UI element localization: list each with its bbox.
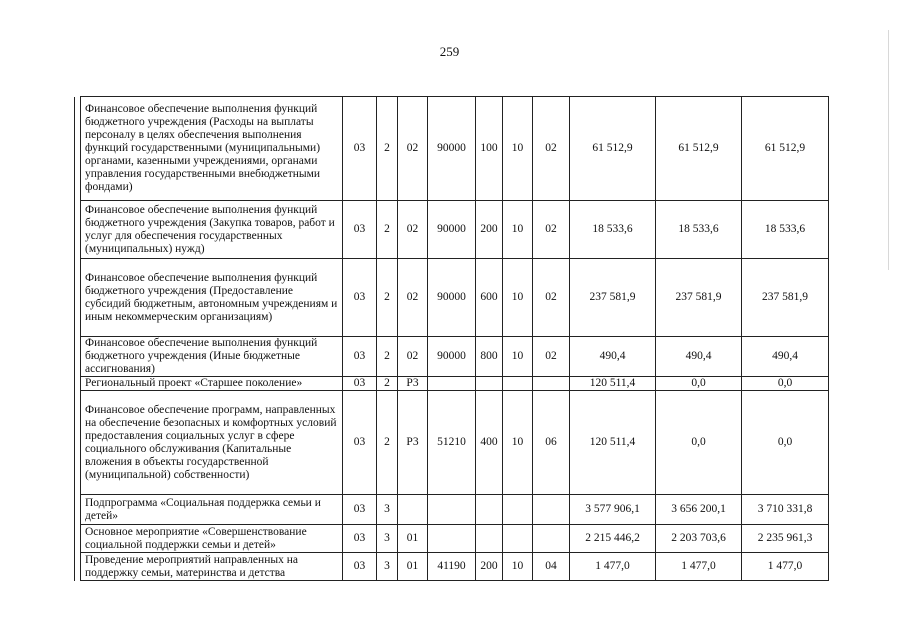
code-subsection: 02 xyxy=(533,259,570,337)
code-expense-type: 400 xyxy=(476,391,503,495)
amount-year-1: 2 215 446,2 xyxy=(570,525,656,553)
code-event: 01 xyxy=(398,553,428,581)
code-program: 03 xyxy=(343,391,377,495)
row-name: Подпрограмма «Социальная поддержка семьи и детей» xyxy=(81,495,343,525)
code-subprogram: 2 xyxy=(377,377,398,391)
code-program: 03 xyxy=(343,525,377,553)
scan-edge-line xyxy=(888,30,889,270)
row-name: Финансовое обеспечение выполнения функций бюджетного учреждения (Предоставление субсидий бюджетным, автономным учреждениям и иным некоммерческим организациям) xyxy=(81,259,343,337)
amount-year-3: 61 512,9 xyxy=(742,97,829,201)
amount-year-3: 0,0 xyxy=(742,391,829,495)
row-name: Финансовое обеспечение выполнения функций бюджетного учреждения (Иные бюджетные ассигнования) xyxy=(81,337,343,377)
amount-year-1: 3 577 906,1 xyxy=(570,495,656,525)
code-expense-type xyxy=(476,495,503,525)
amount-year-2: 0,0 xyxy=(656,377,742,391)
code-program: 03 xyxy=(343,553,377,581)
row-name: Финансовое обеспечение программ, направленных на обеспечение безопасных и комфортных условий предоставления социальных услуг в сфере социального обслуживания (Капитальные вложения в объекты государственной (муниципальной) собственности) xyxy=(81,391,343,495)
amount-year-1: 1 477,0 xyxy=(570,553,656,581)
code-direction xyxy=(428,525,476,553)
page-number: 259 xyxy=(439,44,460,59)
code-program: 03 xyxy=(343,495,377,525)
code-direction xyxy=(428,495,476,525)
code-direction: 90000 xyxy=(428,259,476,337)
code-subsection: 04 xyxy=(533,553,570,581)
code-subsection: 02 xyxy=(533,97,570,201)
code-section: 10 xyxy=(503,97,533,201)
code-expense-type: 800 xyxy=(476,337,503,377)
amount-year-2: 1 477,0 xyxy=(656,553,742,581)
code-event xyxy=(398,495,428,525)
amount-year-1: 490,4 xyxy=(570,337,656,377)
code-subprogram: 3 xyxy=(377,495,398,525)
code-expense-type: 200 xyxy=(476,553,503,581)
row-name: Основное мероприятие «Совершенствование социальной поддержки семьи и детей» xyxy=(81,525,343,553)
code-event: 02 xyxy=(398,97,428,201)
code-direction: 51210 xyxy=(428,391,476,495)
code-expense-type xyxy=(476,377,503,391)
code-subprogram: 2 xyxy=(377,259,398,337)
amount-year-3: 0,0 xyxy=(742,377,829,391)
amount-year-2: 2 203 703,6 xyxy=(656,525,742,553)
code-event: 02 xyxy=(398,201,428,259)
table-row xyxy=(75,553,829,581)
code-section xyxy=(503,525,533,553)
amount-year-1: 237 581,9 xyxy=(570,259,656,337)
table-row xyxy=(75,495,829,525)
code-program: 03 xyxy=(343,201,377,259)
amount-year-1: 61 512,9 xyxy=(570,97,656,201)
code-expense-type: 600 xyxy=(476,259,503,337)
table-row xyxy=(75,391,829,495)
code-section xyxy=(503,495,533,525)
row-name: Финансовое обеспечение выполнения функций бюджетного учреждения (Расходы на выплаты персоналу в целях обеспечения выполнения функций государственными (муниципальными) органами, казенными учреждениями, органами управления государственными внебюджетными фондами) xyxy=(81,97,343,201)
row-name: Финансовое обеспечение выполнения функций бюджетного учреждения (Закупка товаров, работ и услуг для обеспечения государственных (муниципальных) нужд) xyxy=(81,201,343,259)
code-direction: 90000 xyxy=(428,201,476,259)
code-subprogram: 2 xyxy=(377,97,398,201)
amount-year-1: 120 511,4 xyxy=(570,391,656,495)
code-subsection: 02 xyxy=(533,201,570,259)
amount-year-2: 18 533,6 xyxy=(656,201,742,259)
code-program: 03 xyxy=(343,337,377,377)
code-direction: 41190 xyxy=(428,553,476,581)
table-row xyxy=(75,525,829,553)
amount-year-1: 18 533,6 xyxy=(570,201,656,259)
code-section: 10 xyxy=(503,337,533,377)
amount-year-2: 0,0 xyxy=(656,391,742,495)
code-subsection: 02 xyxy=(533,337,570,377)
code-subprogram: 3 xyxy=(377,553,398,581)
row-name: Региональный проект «Старшее поколение» xyxy=(81,377,343,391)
amount-year-3: 237 581,9 xyxy=(742,259,829,337)
code-program: 03 xyxy=(343,377,377,391)
code-subsection: 06 xyxy=(533,391,570,495)
code-section: 10 xyxy=(503,553,533,581)
amount-year-2: 490,4 xyxy=(656,337,742,377)
row-name: Проведение мероприятий направленных на поддержку семьи, материнства и детства xyxy=(81,553,343,581)
code-section: 10 xyxy=(503,259,533,337)
code-subsection xyxy=(533,377,570,391)
code-subprogram: 2 xyxy=(377,201,398,259)
code-direction: 90000 xyxy=(428,337,476,377)
amount-year-3: 490,4 xyxy=(742,337,829,377)
code-subprogram: 3 xyxy=(377,525,398,553)
code-expense-type: 200 xyxy=(476,201,503,259)
amount-year-3: 18 533,6 xyxy=(742,201,829,259)
budget-table xyxy=(74,96,829,581)
code-subprogram: 2 xyxy=(377,391,398,495)
code-subsection xyxy=(533,495,570,525)
code-event: P3 xyxy=(398,377,428,391)
code-event: 01 xyxy=(398,525,428,553)
code-section: 10 xyxy=(503,201,533,259)
code-direction xyxy=(428,377,476,391)
code-event: 02 xyxy=(398,259,428,337)
code-direction: 90000 xyxy=(428,97,476,201)
table-row xyxy=(75,97,829,201)
code-event: P3 xyxy=(398,391,428,495)
code-expense-type xyxy=(476,525,503,553)
amount-year-2: 61 512,9 xyxy=(656,97,742,201)
amount-year-3: 3 710 331,8 xyxy=(742,495,829,525)
code-subprogram: 2 xyxy=(377,337,398,377)
code-program: 03 xyxy=(343,259,377,337)
table-row xyxy=(75,259,829,337)
code-section xyxy=(503,377,533,391)
amount-year-1: 120 511,4 xyxy=(570,377,656,391)
amount-year-2: 237 581,9 xyxy=(656,259,742,337)
table-row xyxy=(75,201,829,259)
table-row xyxy=(75,377,829,391)
code-program: 03 xyxy=(343,97,377,201)
code-event: 02 xyxy=(398,337,428,377)
amount-year-3: 1 477,0 xyxy=(742,553,829,581)
code-subsection xyxy=(533,525,570,553)
table-row xyxy=(75,337,829,377)
code-expense-type: 100 xyxy=(476,97,503,201)
amount-year-2: 3 656 200,1 xyxy=(656,495,742,525)
amount-year-3: 2 235 961,3 xyxy=(742,525,829,553)
code-section: 10 xyxy=(503,391,533,495)
